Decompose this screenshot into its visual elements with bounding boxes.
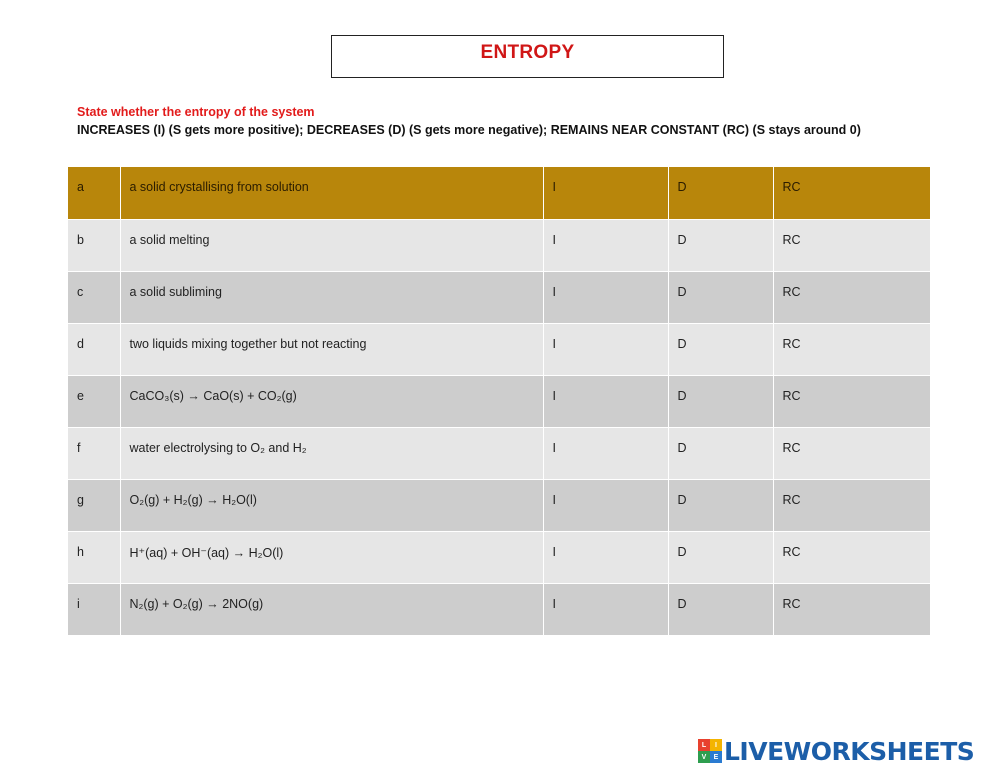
- option-increases[interactable]: I: [543, 271, 668, 323]
- instruction-line-1: State whether the entropy of the system: [77, 105, 315, 119]
- instruction-line-2: INCREASES (I) (S gets more positive); DECREASES (D) (S gets more negative); REMAINS NEAR CONSTANT (RC) (S stays around 0): [77, 123, 861, 137]
- logo-tile: V: [698, 751, 710, 763]
- row-statement: a solid crystallising from solution: [120, 167, 543, 219]
- row-statement: N₂(g) + O₂(g) → 2NO(g): [120, 583, 543, 635]
- option-remains-constant[interactable]: RC: [773, 427, 930, 479]
- option-increases[interactable]: I: [543, 583, 668, 635]
- option-remains-constant[interactable]: RC: [773, 323, 930, 375]
- option-remains-constant[interactable]: RC: [773, 479, 930, 531]
- table-row: [68, 583, 930, 635]
- option-increases[interactable]: I: [543, 375, 668, 427]
- row-letter: e: [68, 375, 120, 427]
- option-remains-constant[interactable]: RC: [773, 583, 930, 635]
- option-increases[interactable]: I: [543, 479, 668, 531]
- table-row: [68, 219, 930, 271]
- option-decreases[interactable]: D: [668, 427, 773, 479]
- option-increases[interactable]: I: [543, 167, 668, 219]
- option-increases[interactable]: I: [543, 427, 668, 479]
- table-row: [68, 271, 930, 323]
- page-title: ENTROPY: [480, 42, 575, 63]
- table-row: [68, 167, 930, 219]
- option-remains-constant[interactable]: RC: [773, 531, 930, 583]
- row-statement: water electrolysing to O₂ and H₂: [120, 427, 543, 479]
- row-letter: b: [68, 219, 120, 271]
- logo-tile: L: [698, 739, 710, 751]
- table-row: [68, 375, 930, 427]
- row-statement: a solid melting: [120, 219, 543, 271]
- title-box: [331, 35, 724, 78]
- logo-tile: E: [710, 751, 722, 763]
- row-statement: a solid subliming: [120, 271, 543, 323]
- entropy-table: [68, 167, 930, 636]
- row-letter: f: [68, 427, 120, 479]
- row-letter: h: [68, 531, 120, 583]
- logo-tile: I: [710, 739, 722, 751]
- option-increases[interactable]: I: [543, 531, 668, 583]
- table-row: [68, 427, 930, 479]
- row-letter: c: [68, 271, 120, 323]
- option-remains-constant[interactable]: RC: [773, 375, 930, 427]
- liveworksheets-logo-icon: [698, 739, 722, 763]
- option-increases[interactable]: I: [543, 323, 668, 375]
- option-decreases[interactable]: D: [668, 271, 773, 323]
- option-remains-constant[interactable]: RC: [773, 271, 930, 323]
- option-remains-constant[interactable]: RC: [773, 167, 930, 219]
- liveworksheets-brand: [698, 736, 974, 766]
- table-row: [68, 323, 930, 375]
- option-decreases[interactable]: D: [668, 219, 773, 271]
- row-letter: i: [68, 583, 120, 635]
- option-decreases[interactable]: D: [668, 375, 773, 427]
- row-letter: g: [68, 479, 120, 531]
- option-decreases[interactable]: D: [668, 479, 773, 531]
- option-decreases[interactable]: D: [668, 531, 773, 583]
- row-letter: d: [68, 323, 120, 375]
- option-decreases[interactable]: D: [668, 323, 773, 375]
- option-increases[interactable]: I: [543, 219, 668, 271]
- row-statement: H⁺(aq) + OH⁻(aq) → H₂O(l): [120, 531, 543, 583]
- option-decreases[interactable]: D: [668, 167, 773, 219]
- option-remains-constant[interactable]: RC: [773, 219, 930, 271]
- row-statement: O₂(g) + H₂(g) → H₂O(l): [120, 479, 543, 531]
- row-statement: CaCO₃(s) → CaO(s) + CO₂(g): [120, 375, 543, 427]
- option-decreases[interactable]: D: [668, 583, 773, 635]
- table-row: [68, 531, 930, 583]
- table-row: [68, 479, 930, 531]
- brand-name: LIVEWORKSHEETS: [724, 736, 975, 766]
- row-letter: a: [68, 167, 120, 219]
- row-statement: two liquids mixing together but not reacting: [120, 323, 543, 375]
